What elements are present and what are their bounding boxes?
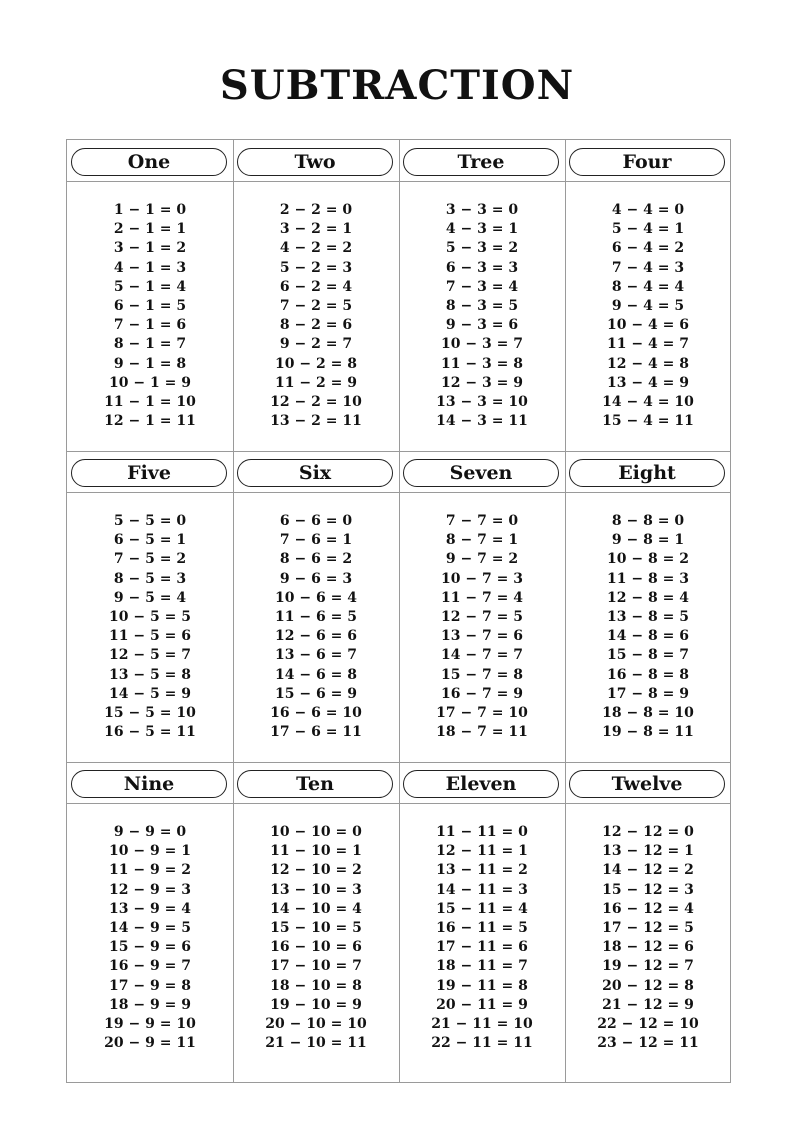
subtraction-fact: 17 − 7 = 10 — [436, 704, 528, 721]
fact-list — [399, 823, 565, 1053]
subtraction-fact: 14 − 3 = 11 — [436, 413, 528, 430]
fact-list — [399, 201, 565, 431]
fact-list — [233, 512, 399, 742]
subtraction-fact: 17 − 11 = 6 — [436, 939, 528, 956]
subtraction-fact: 18 − 11 = 7 — [436, 958, 528, 975]
subtraction-fact: 6 − 5 = 1 — [113, 532, 187, 549]
subtraction-fact: 10 − 8 = 2 — [607, 551, 689, 568]
subtraction-fact: 11 − 10 = 1 — [270, 843, 362, 860]
row-divider — [67, 762, 730, 763]
subtraction-fact: 11 − 7 = 4 — [441, 589, 523, 606]
subtraction-fact: 5 − 4 = 1 — [611, 221, 685, 238]
fact-list — [233, 201, 399, 431]
subtraction-fact: 19 − 11 = 8 — [436, 977, 528, 994]
subtraction-fact: 13 − 9 = 4 — [109, 900, 191, 917]
subtraction-fact: 9 − 1 = 8 — [113, 355, 187, 372]
subtraction-fact: 8 − 1 = 7 — [113, 336, 187, 353]
subtraction-fact: 16 − 12 = 4 — [602, 900, 694, 917]
subtraction-fact: 10 − 6 = 4 — [275, 589, 357, 606]
subtraction-fact: 6 − 2 = 4 — [279, 278, 353, 295]
subtraction-fact: 21 − 11 = 10 — [431, 1015, 533, 1032]
subtraction-fact: 14 − 5 = 9 — [109, 685, 191, 702]
fact-list — [565, 512, 731, 742]
subtraction-fact: 18 − 8 = 10 — [602, 704, 694, 721]
subtraction-fact: 19 − 12 = 7 — [602, 958, 694, 975]
subtraction-fact: 12 − 7 = 5 — [441, 608, 523, 625]
subtraction-fact: 14 − 10 = 4 — [270, 900, 362, 917]
subtraction-tables-grid — [66, 139, 731, 1083]
subtraction-fact: 15 − 9 = 6 — [109, 939, 191, 956]
fact-list — [67, 201, 233, 431]
subtraction-fact: 9 − 4 = 5 — [611, 297, 685, 314]
subtraction-fact: 15 − 8 = 7 — [607, 647, 689, 664]
subtraction-fact: 13 − 2 = 11 — [270, 413, 362, 430]
subtraction-fact: 15 − 12 = 3 — [602, 881, 694, 898]
subtraction-fact: 4 − 3 = 1 — [445, 221, 519, 238]
subtraction-fact: 14 − 11 = 3 — [436, 881, 528, 898]
table-heading: One — [71, 148, 227, 176]
table-heading: Eight — [569, 459, 725, 487]
fact-list — [67, 512, 233, 742]
subtraction-fact: 7 − 2 = 5 — [279, 297, 353, 314]
subtraction-fact: 9 − 6 = 3 — [279, 570, 353, 587]
subtraction-fact: 18 − 7 = 11 — [436, 724, 528, 741]
subtraction-fact: 16 − 8 = 8 — [607, 666, 689, 683]
subtraction-fact: 14 − 7 = 7 — [441, 647, 523, 664]
subtraction-fact: 21 − 12 = 9 — [602, 996, 694, 1013]
subtraction-fact: 20 − 11 = 9 — [436, 996, 528, 1013]
subtraction-fact: 16 − 10 = 6 — [270, 939, 362, 956]
subtraction-fact: 4 − 4 = 0 — [611, 202, 685, 218]
subtraction-fact: 7 − 5 = 2 — [113, 551, 187, 568]
fact-list — [67, 823, 233, 1053]
subtraction-fact: 11 − 5 = 6 — [109, 628, 191, 645]
subtraction-fact: 20 − 12 = 8 — [602, 977, 694, 994]
subtraction-fact: 11 − 2 = 9 — [275, 374, 357, 391]
subtraction-fact: 11 − 1 = 10 — [104, 393, 196, 410]
subtraction-fact: 12 − 9 = 3 — [109, 881, 191, 898]
subtraction-fact: 10 − 2 = 8 — [275, 355, 357, 372]
fact-list — [565, 201, 731, 431]
subtraction-fact: 20 − 10 = 10 — [265, 1015, 367, 1032]
subtraction-fact: 11 − 6 = 5 — [275, 608, 357, 625]
subtraction-fact: 6 − 1 = 5 — [113, 297, 187, 314]
subtraction-fact: 8 − 8 = 0 — [611, 513, 685, 529]
subtraction-fact: 2 − 2 = 0 — [279, 202, 353, 218]
subtraction-fact: 22 − 11 = 11 — [431, 1035, 533, 1052]
fact-list — [399, 512, 565, 742]
subtraction-fact: 7 − 6 = 1 — [279, 532, 353, 549]
subtraction-fact: 16 − 7 = 9 — [441, 685, 523, 702]
subtraction-fact: 4 − 1 = 3 — [113, 259, 187, 276]
fact-list — [233, 823, 399, 1053]
subtraction-fact: 13 − 5 = 8 — [109, 666, 191, 683]
header-divider — [67, 492, 730, 493]
subtraction-fact: 10 − 10 = 0 — [270, 824, 362, 840]
table-heading: Six — [237, 459, 393, 487]
subtraction-fact: 8 − 7 = 1 — [445, 532, 519, 549]
subtraction-fact: 15 − 10 = 5 — [270, 919, 362, 936]
subtraction-fact: 15 − 7 = 8 — [441, 666, 523, 683]
header-divider — [67, 181, 730, 182]
subtraction-fact: 18 − 12 = 6 — [602, 939, 694, 956]
subtraction-fact: 12 − 3 = 9 — [441, 374, 523, 391]
subtraction-fact: 19 − 10 = 9 — [270, 996, 362, 1013]
subtraction-fact: 9 − 8 = 1 — [611, 532, 685, 549]
header-divider — [67, 803, 730, 804]
subtraction-fact: 14 − 4 = 10 — [602, 393, 694, 410]
table-heading: Five — [71, 459, 227, 487]
subtraction-fact: 11 − 8 = 3 — [607, 570, 689, 587]
subtraction-fact: 20 − 9 = 11 — [104, 1035, 196, 1052]
subtraction-fact: 17 − 6 = 11 — [270, 724, 362, 741]
subtraction-fact: 13 − 8 = 5 — [607, 608, 689, 625]
table-heading: Four — [569, 148, 725, 176]
subtraction-fact: 7 − 7 = 0 — [445, 513, 519, 529]
table-heading: Nine — [71, 770, 227, 798]
subtraction-fact: 12 − 11 = 1 — [436, 843, 528, 860]
subtraction-fact: 14 − 6 = 8 — [275, 666, 357, 683]
subtraction-fact: 12 − 12 = 0 — [602, 824, 694, 840]
subtraction-fact: 8 − 6 = 2 — [279, 551, 353, 568]
subtraction-fact: 6 − 4 = 2 — [611, 240, 685, 257]
subtraction-fact: 10 − 1 = 9 — [109, 374, 191, 391]
subtraction-fact: 2 − 1 = 1 — [113, 221, 187, 238]
subtraction-fact: 22 − 12 = 10 — [597, 1015, 699, 1032]
subtraction-fact: 18 − 9 = 9 — [109, 996, 191, 1013]
subtraction-fact: 5 − 2 = 3 — [279, 259, 353, 276]
subtraction-fact: 15 − 5 = 10 — [104, 704, 196, 721]
subtraction-fact: 5 − 3 = 2 — [445, 240, 519, 257]
subtraction-fact: 3 − 1 = 2 — [113, 240, 187, 257]
subtraction-fact: 10 − 4 = 6 — [607, 317, 689, 334]
subtraction-fact: 14 − 12 = 2 — [602, 862, 694, 879]
subtraction-fact: 15 − 11 = 4 — [436, 900, 528, 917]
subtraction-fact: 17 − 12 = 5 — [602, 919, 694, 936]
subtraction-fact: 15 − 6 = 9 — [275, 685, 357, 702]
subtraction-fact: 7 − 3 = 4 — [445, 278, 519, 295]
subtraction-fact: 7 − 4 = 3 — [611, 259, 685, 276]
fact-list — [565, 823, 731, 1053]
subtraction-fact: 12 − 6 = 6 — [275, 628, 357, 645]
row-divider — [67, 451, 730, 452]
subtraction-fact: 12 − 10 = 2 — [270, 862, 362, 879]
table-heading: Ten — [237, 770, 393, 798]
subtraction-fact: 14 − 8 = 6 — [607, 628, 689, 645]
table-heading: Tree — [403, 148, 559, 176]
subtraction-fact: 8 − 3 = 5 — [445, 297, 519, 314]
subtraction-fact: 12 − 8 = 4 — [607, 589, 689, 606]
subtraction-fact: 8 − 2 = 6 — [279, 317, 353, 334]
subtraction-fact: 12 − 2 = 10 — [270, 393, 362, 410]
subtraction-fact: 12 − 1 = 11 — [104, 413, 196, 430]
subtraction-fact: 11 − 4 = 7 — [607, 336, 689, 353]
subtraction-fact: 1 − 1 = 0 — [113, 202, 187, 218]
subtraction-fact: 17 − 8 = 9 — [607, 685, 689, 702]
table-heading: Seven — [403, 459, 559, 487]
subtraction-fact: 10 − 3 = 7 — [441, 336, 523, 353]
subtraction-fact: 7 − 1 = 6 — [113, 317, 187, 334]
subtraction-fact: 16 − 11 = 5 — [436, 919, 528, 936]
table-heading: Two — [237, 148, 393, 176]
subtraction-fact: 16 − 6 = 10 — [270, 704, 362, 721]
subtraction-fact: 13 − 7 = 6 — [441, 628, 523, 645]
subtraction-fact: 5 − 5 = 0 — [113, 513, 187, 529]
subtraction-fact: 15 − 4 = 11 — [602, 413, 694, 430]
subtraction-fact: 13 − 11 = 2 — [436, 862, 528, 879]
subtraction-fact: 6 − 3 = 3 — [445, 259, 519, 276]
table-heading: Twelve — [569, 770, 725, 798]
subtraction-fact: 3 − 2 = 1 — [279, 221, 353, 238]
subtraction-fact: 11 − 11 = 0 — [436, 824, 528, 840]
subtraction-fact: 5 − 1 = 4 — [113, 278, 187, 295]
subtraction-fact: 4 − 2 = 2 — [279, 240, 353, 257]
page-title: SUBTRACTION — [219, 62, 575, 109]
subtraction-fact: 8 − 5 = 3 — [113, 570, 187, 587]
subtraction-fact: 9 − 2 = 7 — [279, 336, 353, 353]
subtraction-fact: 12 − 4 = 8 — [607, 355, 689, 372]
subtraction-fact: 21 − 10 = 11 — [265, 1035, 367, 1052]
subtraction-fact: 6 − 6 = 0 — [279, 513, 353, 529]
subtraction-fact: 13 − 12 = 1 — [602, 843, 694, 860]
subtraction-fact: 13 − 6 = 7 — [275, 647, 357, 664]
subtraction-fact: 13 − 3 = 10 — [436, 393, 528, 410]
subtraction-fact: 23 − 12 = 11 — [597, 1035, 699, 1052]
subtraction-fact: 10 − 7 = 3 — [441, 570, 523, 587]
subtraction-fact: 18 − 10 = 8 — [270, 977, 362, 994]
subtraction-fact: 13 − 10 = 3 — [270, 881, 362, 898]
subtraction-fact: 17 − 9 = 8 — [109, 977, 191, 994]
table-heading: Eleven — [403, 770, 559, 798]
subtraction-fact: 13 − 4 = 9 — [607, 374, 689, 391]
subtraction-fact: 11 − 9 = 2 — [109, 862, 191, 879]
subtraction-fact: 9 − 9 = 0 — [113, 824, 187, 840]
subtraction-fact: 12 − 5 = 7 — [109, 647, 191, 664]
subtraction-fact: 16 − 5 = 11 — [104, 724, 196, 741]
subtraction-fact: 14 − 9 = 5 — [109, 919, 191, 936]
subtraction-fact: 10 − 9 = 1 — [109, 843, 191, 860]
subtraction-fact: 9 − 3 = 6 — [445, 317, 519, 334]
subtraction-fact: 10 − 5 = 5 — [109, 608, 191, 625]
subtraction-fact: 9 − 7 = 2 — [445, 551, 519, 568]
subtraction-fact: 17 − 10 = 7 — [270, 958, 362, 975]
subtraction-fact: 19 − 8 = 11 — [602, 724, 694, 741]
subtraction-fact: 3 − 3 = 0 — [445, 202, 519, 218]
subtraction-fact: 8 − 4 = 4 — [611, 278, 685, 295]
subtraction-fact: 9 − 5 = 4 — [113, 589, 187, 606]
subtraction-fact: 16 − 9 = 7 — [109, 958, 191, 975]
subtraction-fact: 19 − 9 = 10 — [104, 1015, 196, 1032]
subtraction-fact: 11 − 3 = 8 — [441, 355, 523, 372]
